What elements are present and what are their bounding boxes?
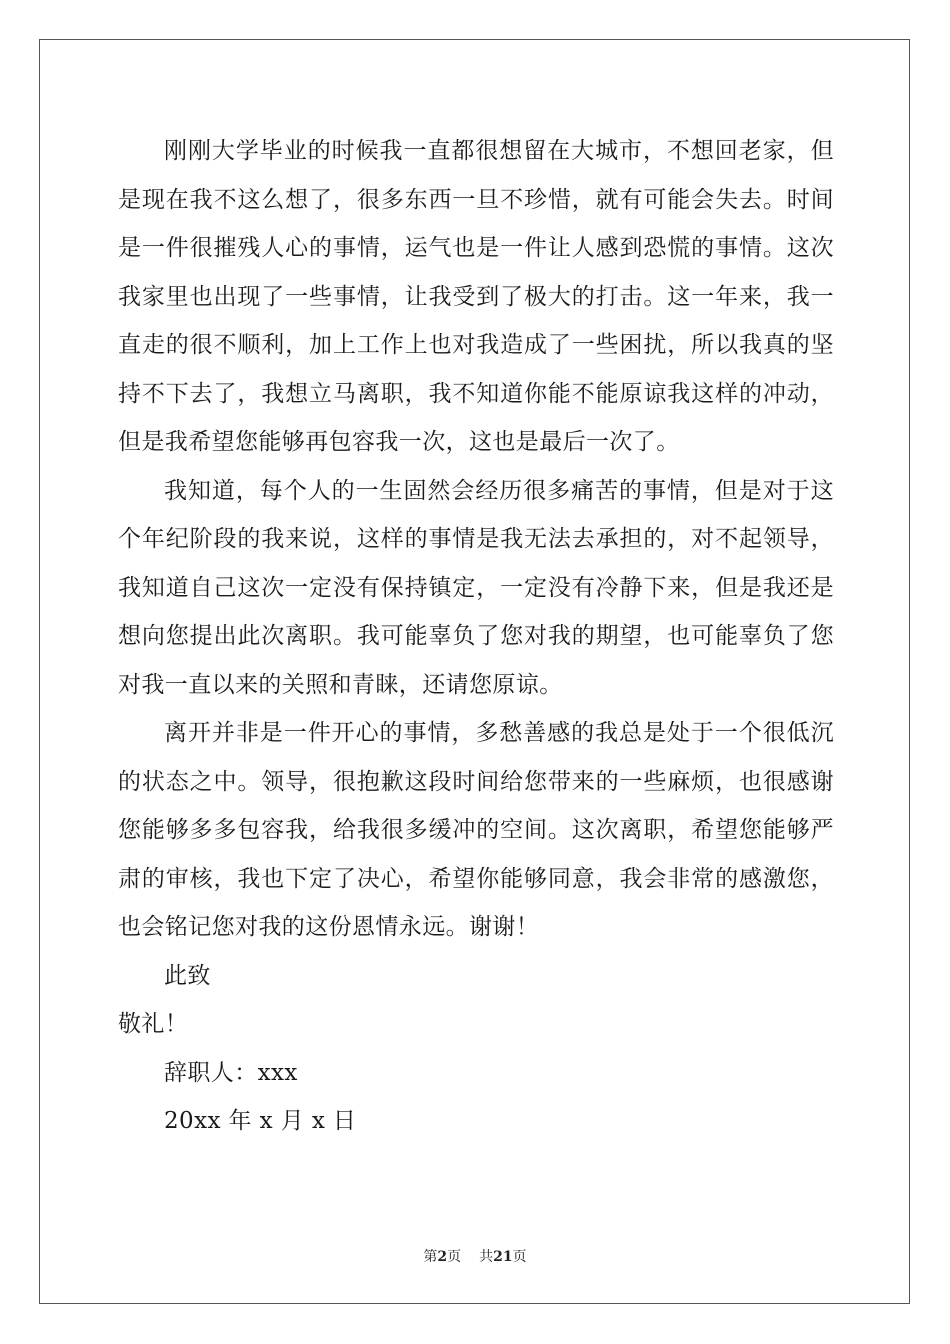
page-prefix: 第: [423, 1249, 438, 1265]
signature-line: 辞职人：xxx: [164, 1059, 298, 1086]
letter-body: [118, 127, 834, 1146]
total-pages: 21: [493, 1249, 513, 1265]
page-number: 2: [437, 1249, 448, 1265]
total-suffix: 页: [512, 1249, 527, 1265]
date-line: 20xx 年 x 月 x 日: [164, 1108, 357, 1134]
paragraph-1: 刚刚大学毕业的时候我一直都很想留在大城市，不想回老家，但是现在我不这么想了，很多东西一旦不珍惜，就有可能会失去。时间是一件很摧残人心的事情，运气也是一件让人感到恐慌的事情。这次我家里也出现了一些事情，让我受到了极大的打击。这一年来，我一直走的很不顺利，加上工作上也对我造成了一些困扰，所以我真的坚持不下去了，我想立马离职，我不知道你能不能原谅我这样的冲动，但是我希望您能够再包容我一次，这也是最后一次了。: [118, 138, 834, 455]
page-suffix: 页: [447, 1249, 462, 1265]
paragraph-3: 离开并非是一件开心的事情，多愁善感的我总是处于一个很低沉的状态之中。领导，很抱歉这段时间给您带来的一些麻烦，也很感谢您能够多多包容我，给我很多缓冲的空间。这次离职，希望您能够严肃的审核，我也下定了决心，希望你能够同意，我会非常的感激您，也会铭记您对我的这份恩情永远。谢谢！: [118, 720, 834, 940]
paragraph-2: 我知道，每个人的一生固然会经历很多痛苦的事情，但是对于这个年纪阶段的我来说，这样的事情是我无法去承担的，对不起领导，我知道自己这次一定没有保持镇定，一定没有冷静下来，但是我还是想向您提出此次离职。我可能辜负了您对我的期望，也可能辜负了您对我一直以来的关照和青睐，还请您原谅。: [118, 477, 834, 698]
closing-line: 此致: [164, 962, 211, 989]
salutation-line: 敬礼！: [118, 1011, 189, 1037]
total-prefix: 共: [479, 1249, 494, 1265]
page-footer: [0, 1246, 950, 1266]
